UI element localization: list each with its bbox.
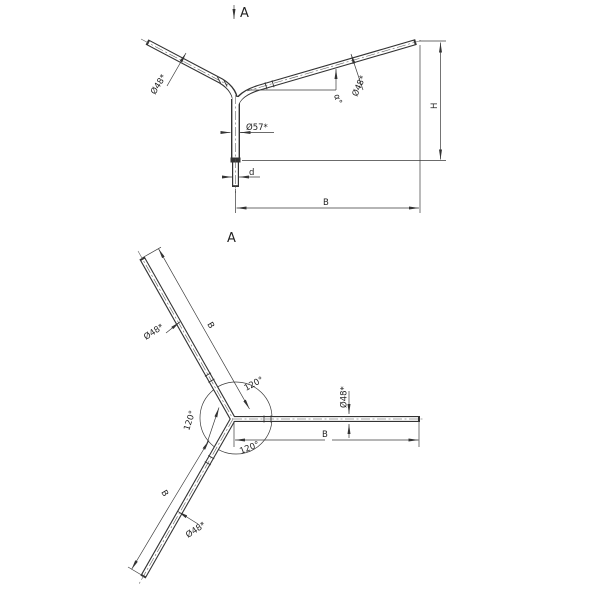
angle-left-label: 120° [182,409,199,432]
right-arm-diameter-label: Ø48* [350,74,369,99]
right-arm-diameter-dim [339,386,350,438]
upper-arm-diameter-dim [142,321,180,342]
lower-arm-length-dim [128,441,209,577]
spigot-diameter-label: d [249,168,255,178]
extension-line [128,567,144,577]
dim-line [159,249,205,329]
plan-view-label: A [227,231,236,246]
section-label: A [240,6,249,21]
lower-arm-length-label: B [158,488,170,499]
spigot-diameter-dim [224,168,260,178]
arm-angle-dims [182,375,265,457]
upper-arm-length-label: B [204,320,216,331]
right-arm-length-label: B [322,430,328,440]
arm-angle-label: α° [331,93,344,106]
lower-arm-diameter-label: Ø48* [184,520,208,541]
angle-top-label: 120° [242,375,266,394]
post-diameter-label: Ø57* [246,123,268,133]
outreach-label: B [323,198,329,208]
angle-arrow-line [206,408,219,447]
dim-line [204,329,250,409]
height-label: H [430,102,440,109]
upper-arm-diameter-label: Ø48* [142,322,166,343]
post-diameter-dim [222,122,274,133]
plan-view [128,231,425,584]
leader-line [178,512,198,525]
left-arm-diameter-label: Ø48* [149,72,170,97]
side-elevation-view [141,5,446,213]
section-marker [234,5,249,21]
height-dim [242,41,446,161]
right-arm-diameter-label: Ø48* [339,386,350,408]
extension-line [142,247,161,258]
lower-arm-diameter-dim [178,512,208,541]
angle-bottom-label: 120° [238,439,262,457]
